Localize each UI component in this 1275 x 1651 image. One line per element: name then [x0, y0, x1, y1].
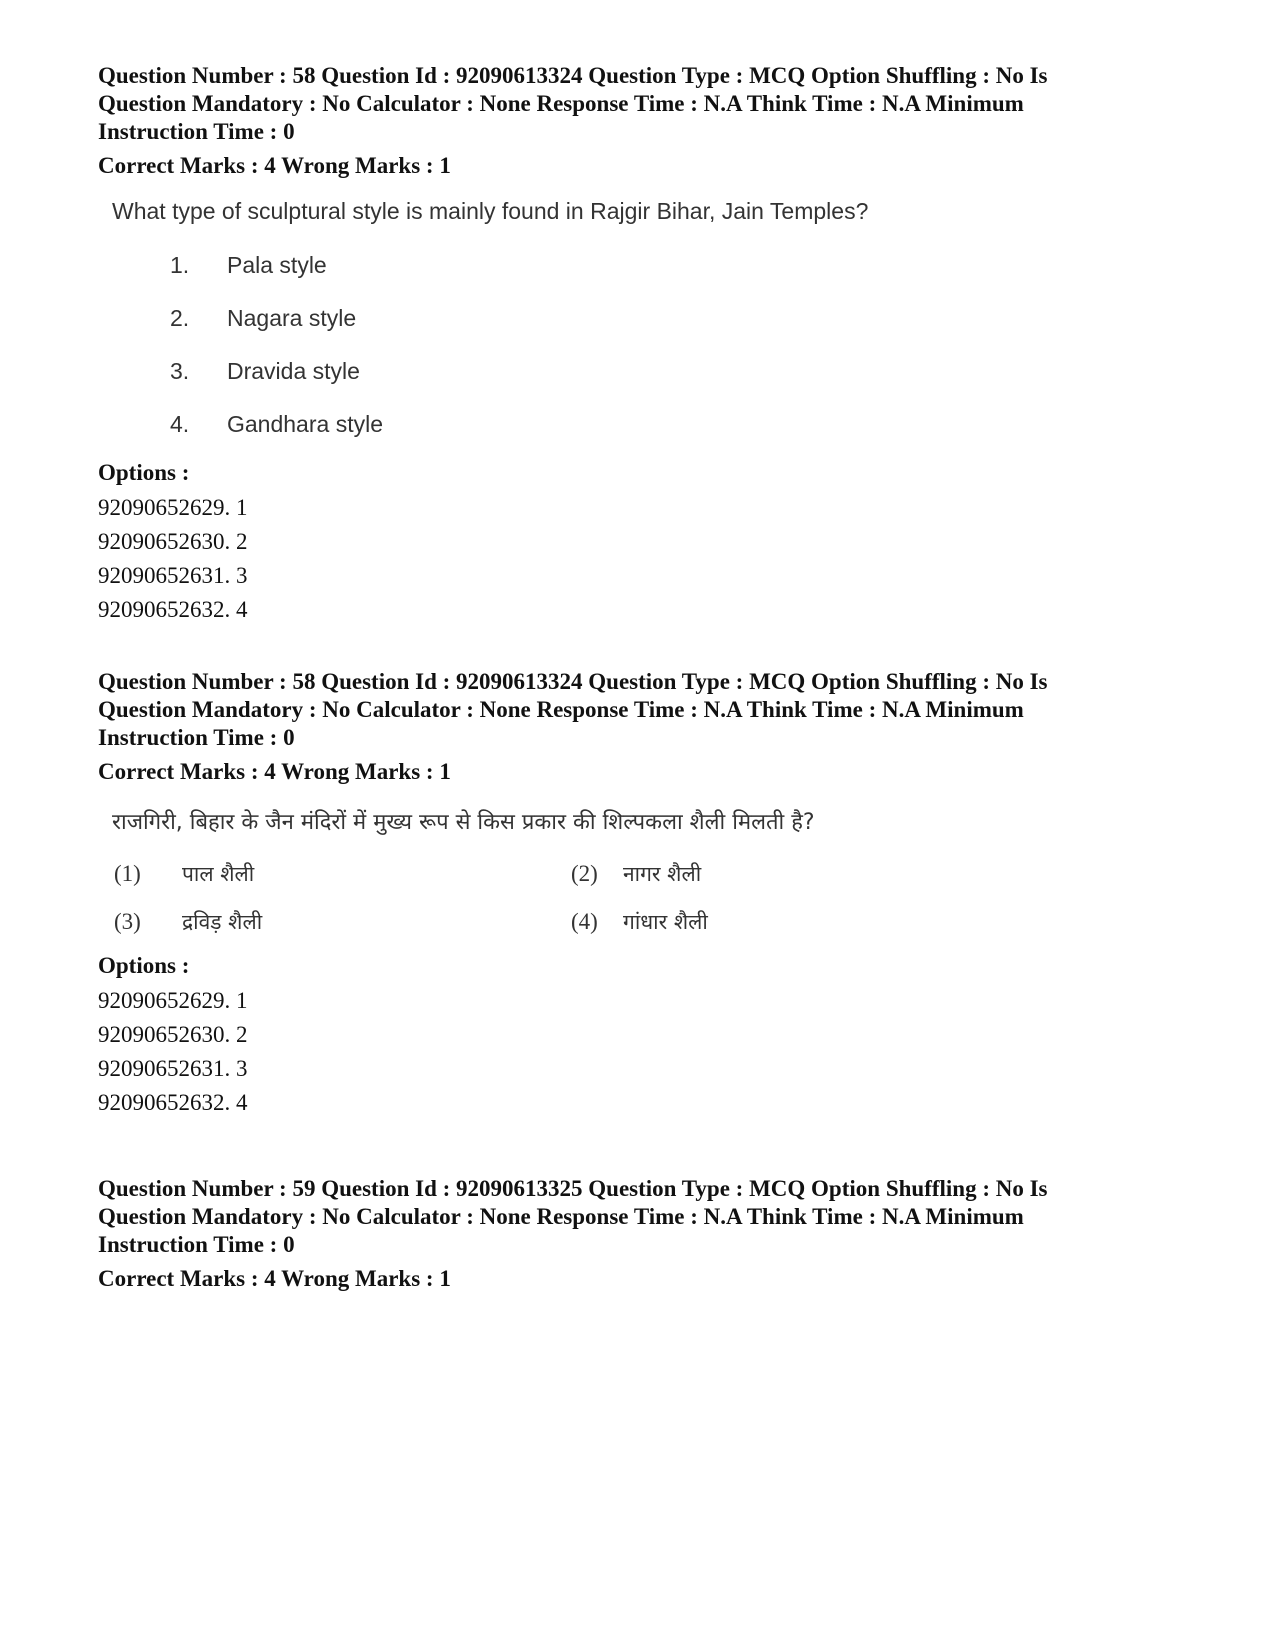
question-meta-line: Instruction Time : 0: [98, 1232, 295, 1257]
choice-item: [114, 860, 571, 888]
choice-text: पाल शैली: [182, 862, 255, 886]
choice-text: गांधार शैली: [623, 910, 708, 934]
question-block-59: [98, 1175, 1188, 1293]
choice-item: [170, 345, 1188, 398]
question-meta: [98, 1175, 1188, 1259]
option-id: 92090652631. 3: [98, 563, 248, 588]
option-id-list: [98, 491, 1188, 627]
option-id: 92090652630. 2: [98, 529, 248, 554]
marks-line: Correct Marks : 4 Wrong Marks : 1: [98, 1266, 451, 1291]
choice-text: Pala style: [227, 252, 327, 278]
choice-number: (3): [114, 909, 141, 934]
choice-text: द्रविड़ शैली: [182, 910, 263, 934]
choice-number: 4.: [170, 411, 190, 437]
question-meta: [98, 668, 1188, 752]
choice-number: 1.: [170, 252, 190, 278]
choice-text: नागर शैली: [623, 862, 702, 886]
choice-number: 3.: [170, 358, 190, 384]
question-meta-line: Question Number : 59 Question Id : 92090613325 Question Type : MCQ Option Shuffling : No Is: [98, 1176, 1048, 1201]
choice-item: [170, 398, 1188, 451]
question-meta-line: Question Number : 58 Question Id : 92090613324 Question Type : MCQ Option Shuffling : No Is: [98, 669, 1048, 694]
choice-number: (2): [571, 861, 598, 886]
options-label: Options :: [98, 460, 190, 485]
options-label: Options :: [98, 953, 190, 978]
choice-number: (4): [571, 909, 598, 934]
choice-number: (1): [114, 861, 141, 886]
choice-item: [571, 860, 871, 888]
option-id: 92090652630. 2: [98, 1022, 248, 1047]
marks-line: Correct Marks : 4 Wrong Marks : 1: [98, 153, 451, 178]
question-meta-line: Question Mandatory : No Calculator : None Response Time : N.A Think Time : N.A Minimum: [98, 1204, 1024, 1229]
option-id: 92090652629. 1: [98, 988, 248, 1013]
question-meta-line: Instruction Time : 0: [98, 725, 295, 750]
question-text: What type of sculptural style is mainly found in Rajgir Bihar, Jain Temples?: [112, 198, 869, 224]
choice-text: Gandhara style: [227, 411, 383, 437]
choice-item: [571, 908, 871, 936]
question-meta-line: Question Mandatory : No Calculator : None Response Time : N.A Think Time : N.A Minimum: [98, 697, 1024, 722]
choice-grid: [114, 860, 1188, 936]
choice-item: [170, 239, 1188, 292]
choice-item: [170, 292, 1188, 345]
option-id: 92090652632. 4: [98, 597, 248, 622]
question-block-58-english: [98, 62, 1188, 627]
question-meta-line: Question Number : 58 Question Id : 92090613324 Question Type : MCQ Option Shuffling : No Is: [98, 63, 1048, 88]
option-id: 92090652629. 1: [98, 495, 248, 520]
choice-item: [114, 908, 571, 936]
option-id: 92090652632. 4: [98, 1090, 248, 1115]
question-block-58-hindi: [98, 668, 1188, 1120]
question-meta-line: Question Mandatory : No Calculator : None Response Time : N.A Think Time : N.A Minimum: [98, 91, 1024, 116]
marks-line: Correct Marks : 4 Wrong Marks : 1: [98, 759, 451, 784]
choice-list: [170, 239, 1188, 451]
choice-text: Nagara style: [227, 305, 357, 331]
option-id-list: [98, 984, 1188, 1120]
question-text: राजगिरी, बिहार के जैन मंदिरों में मुख्य रूप से किस प्रकार की शिल्पकला शैली मिलती है?: [112, 810, 815, 835]
choice-number: 2.: [170, 305, 190, 331]
question-meta-line: Instruction Time : 0: [98, 119, 295, 144]
question-meta: [98, 62, 1188, 146]
option-id: 92090652631. 3: [98, 1056, 248, 1081]
choice-text: Dravida style: [227, 358, 360, 384]
